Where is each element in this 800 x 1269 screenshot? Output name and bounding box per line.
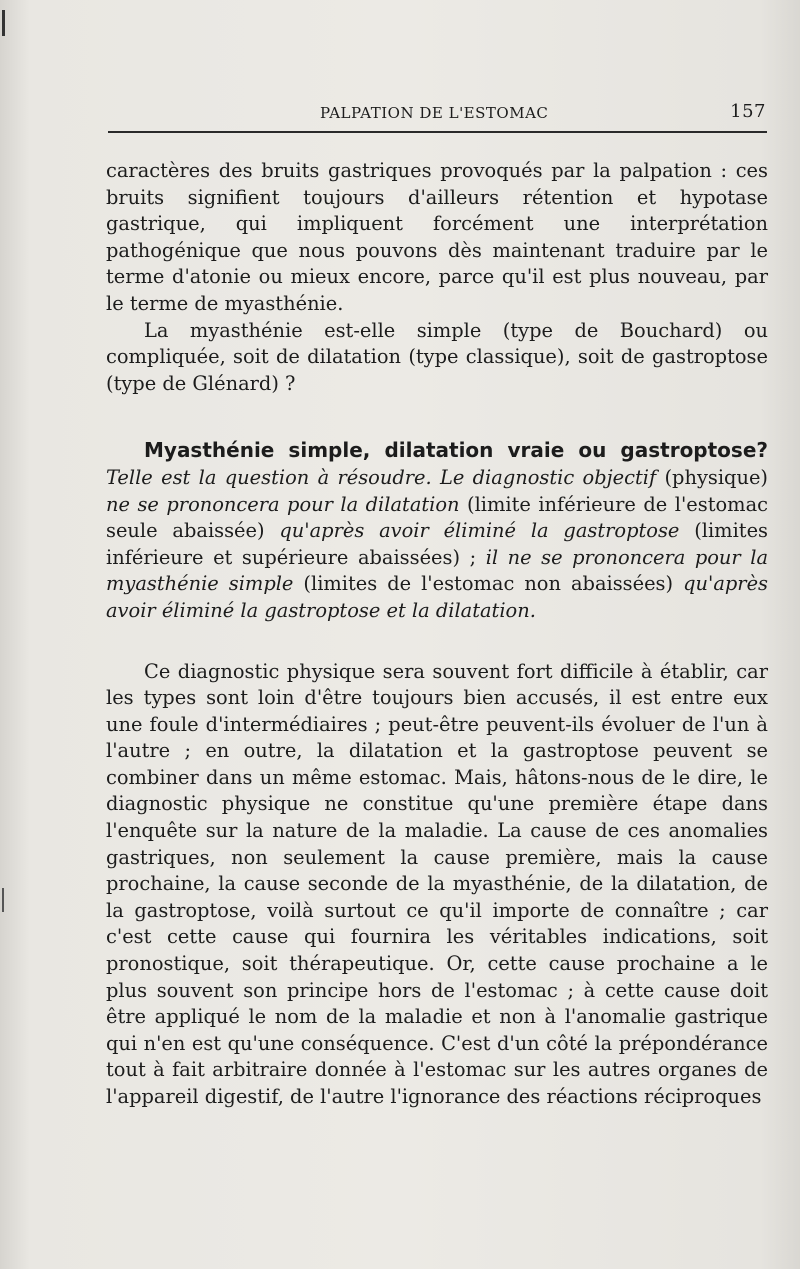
paragraph-diagnostic (106, 437, 768, 624)
header-rule (108, 131, 767, 133)
italic-text: ne se prononcera pour la dilatation (106, 492, 460, 516)
paragraph: Ce diagnostic physique sera souvent fort difficile à établir, car les types sont loin d'être toujours bien accusés, il est entre eux une foule d'intermédiaires ; peut-être peuvent-ils évoluer de l'un à l'autre ; en outre, la dilatation et la gastroptose peuvent se combiner dans un même estomac. Mais, hâtons-nous de le dire, le diagnostic physique ne constitue qu'une première étape dans l'enquête sur la nature de la maladie. La cause de ces anomalies gastriques, non seulement la cause première, mais la cause prochaine, la cause seconde de la myasthénie, de la dilatation, de la gastroptose, voilà surtout ce qu'il importe de connaître ; car c'est cette cause qui fournira les véritables indications, soit pronostique, soit thérapeutique. Or, cette cause prochaine a le plus souvent son principe hors de l'estomac ; à cette cause doit être appliqué le nom de la maladie et non à l'anomalie gastrique qui n'en est qu'une conséquence. C'est d'un côté la prépondérance tout à fait arbitraire donnée à l'estomac sur les autres organes de l'appareil digestif, de l'autre l'ignorance des réactions réciproques (106, 659, 768, 1108)
italic-text: Telle est la question à résoudre. Le diagnostic objectif (106, 465, 657, 489)
running-title: PALPATION DE L'ESTOMAC (320, 104, 549, 122)
running-header (108, 101, 766, 132)
italic-text: il ne se prononcera pour la myasthénie simple (106, 545, 768, 596)
paragraph: caractères des bruits gastriques provoqués par la palpation : ces bruits signifient toujours d'ailleurs rétention et hypotase gastrique, qui impliquent forcément une interprétation pathogénique que nous pouvons dès maintenant traduire par le terme d'atonie ou mieux encore, parce qu'il est plus nouveau, par le terme de myasthénie. (106, 159, 768, 315)
body-text (106, 158, 768, 1111)
italic-text: qu'après avoir éliminé la gastroptose et la dilatation. (106, 572, 768, 622)
scan-edge-mark (2, 10, 5, 36)
spacer (106, 625, 768, 659)
section-heading: Myasthénie simple, dilatation vraie ou gastroptose? (144, 438, 768, 463)
text-run: (physique) (664, 465, 768, 489)
text-run: (limite inférieure de l'estomac seule abaissée) (106, 492, 768, 543)
text-run: (limites de l'estomac non abaissées) (303, 572, 674, 596)
scan-edge-mark (2, 888, 4, 912)
page-number: 157 (730, 101, 766, 122)
spacer (106, 397, 768, 437)
text-run: (limites inférieure et supérieure abaissées) ; (106, 519, 768, 569)
italic-text: qu'après avoir éliminé la gastroptose (279, 519, 680, 543)
paragraph: La myasthénie est-elle simple (type de Bouchard) ou compliquée, soit de dilatation (type classique), soit de gastroptose (type de Glénard) ? (106, 318, 768, 395)
